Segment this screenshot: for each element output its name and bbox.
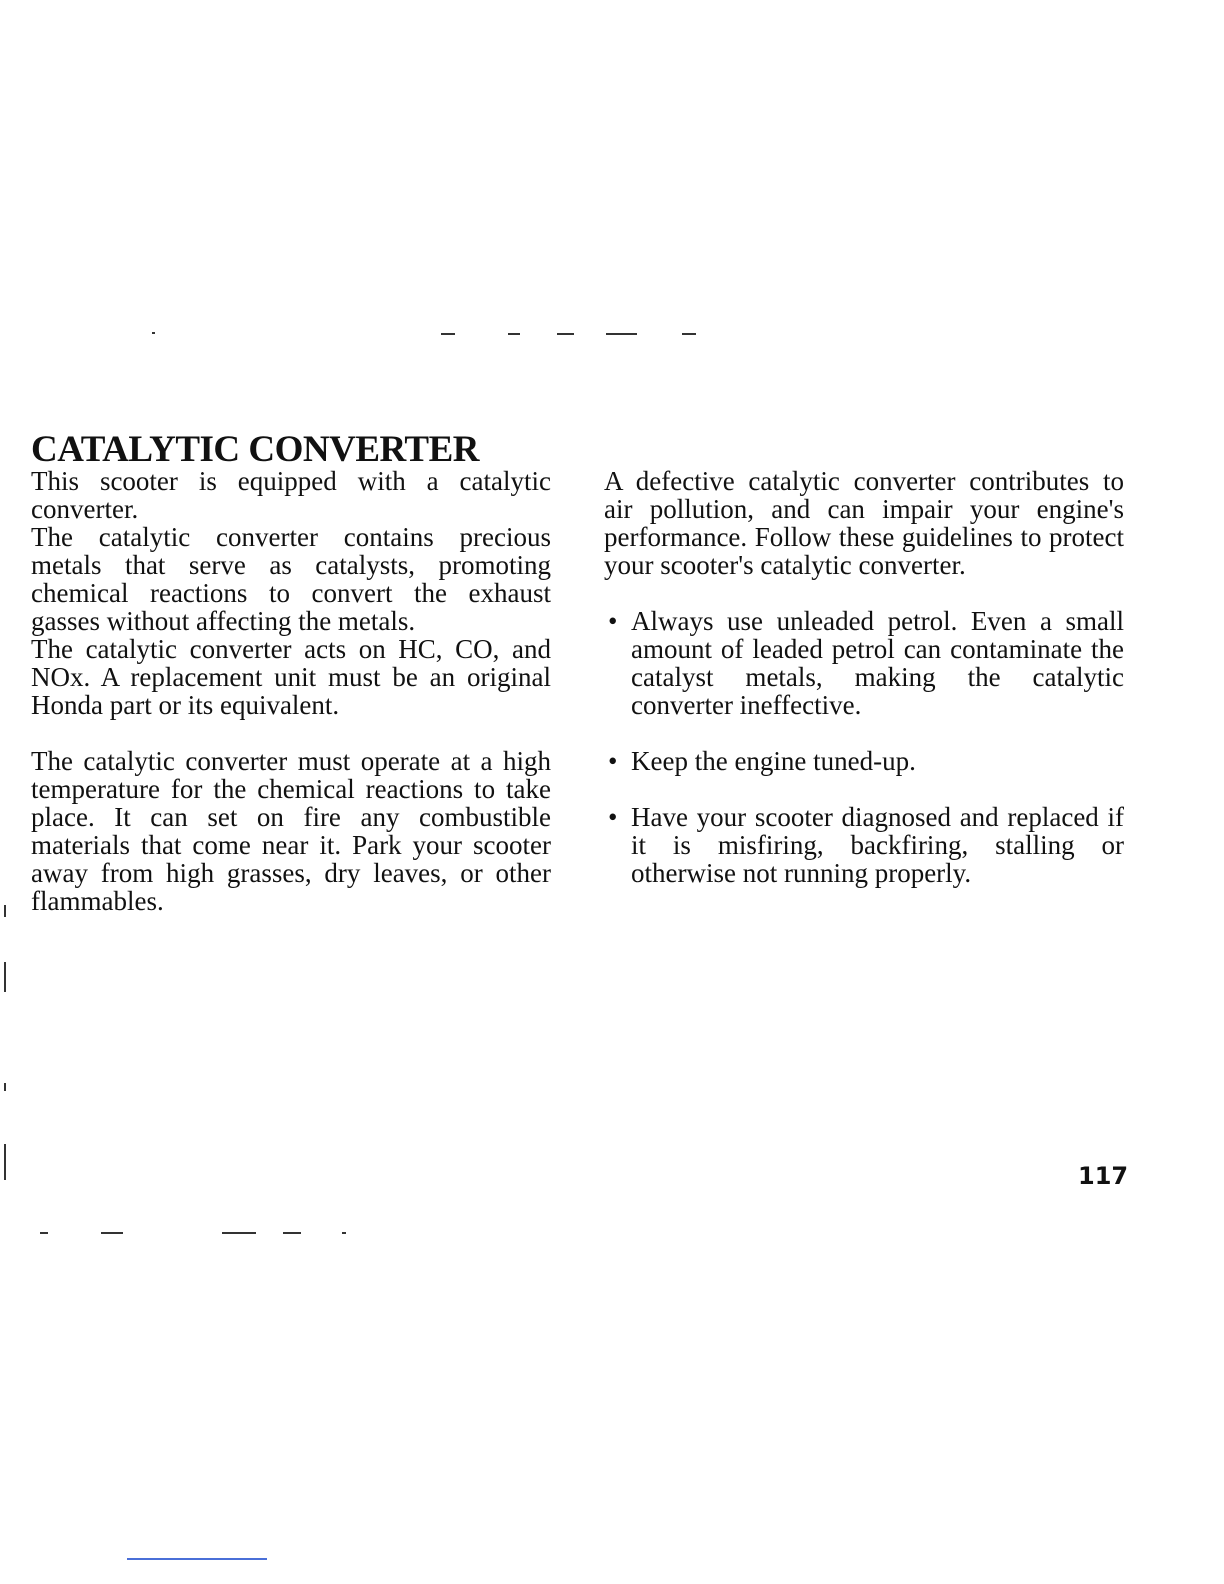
intro-paragraph: A defective catalytic converter contributes to air pollution, and can impair your engine's performance. Follow these guidelines to protect your scooter's catalytic converter. (604, 466, 1124, 580)
list-item-text: Always use unleaded petrol. Even a small amount of leaded petrol can contaminate the catalyst metals, making the catalytic converter ineffective. (631, 606, 1124, 720)
scan-mark (557, 333, 574, 335)
bullet-icon: • (608, 802, 618, 832)
scan-mark (508, 333, 520, 335)
scan-mark (222, 1232, 256, 1234)
scan-mark (101, 1232, 123, 1234)
paragraph: This scooter is equipped with a catalytic converter. (31, 466, 551, 524)
list-item-text: Keep the engine tuned-up. (631, 746, 916, 776)
paragraph: The catalytic converter contains precious metals that serve as catalysts, promoting chemical reactions to convert the exhaust gasses without affecting the metals. (31, 522, 551, 636)
right-column (604, 467, 1124, 887)
scan-mark (342, 1232, 346, 1234)
scan-mark (4, 1144, 6, 1180)
scan-mark (441, 333, 455, 335)
left-column (31, 467, 551, 915)
scan-mark (283, 1232, 301, 1234)
paragraph: The catalytic converter acts on HC, CO, and NOx. A replacement unit must be an original Honda part or its equivalent. (31, 634, 551, 720)
list-item (604, 803, 1124, 887)
scan-mark (682, 333, 696, 335)
page-number: 117 (1078, 1162, 1129, 1190)
scan-mark (606, 333, 637, 335)
bullet-icon: • (608, 606, 618, 636)
paragraph: The catalytic converter must operate at a high temperature for the chemical reactions to take place. It can set on fire any combustible materials that come near it. Park your scooter away from high grasses, dry leaves, or other flammables. (31, 746, 551, 916)
list-item (604, 747, 1124, 775)
list-item (604, 607, 1124, 719)
list-item-text: Have your scooter diagnosed and replaced if it is misfiring, backfiring, stalling or otherwise not running properly. (631, 802, 1124, 888)
scan-mark (4, 962, 6, 992)
page-title: CATALYTIC CONVERTER (31, 429, 480, 470)
scan-mark (40, 1232, 48, 1234)
scan-mark (152, 332, 155, 334)
bottom-rule (127, 1558, 267, 1560)
scan-mark (4, 905, 6, 917)
bullet-icon: • (608, 746, 618, 776)
scan-mark (4, 1083, 6, 1091)
